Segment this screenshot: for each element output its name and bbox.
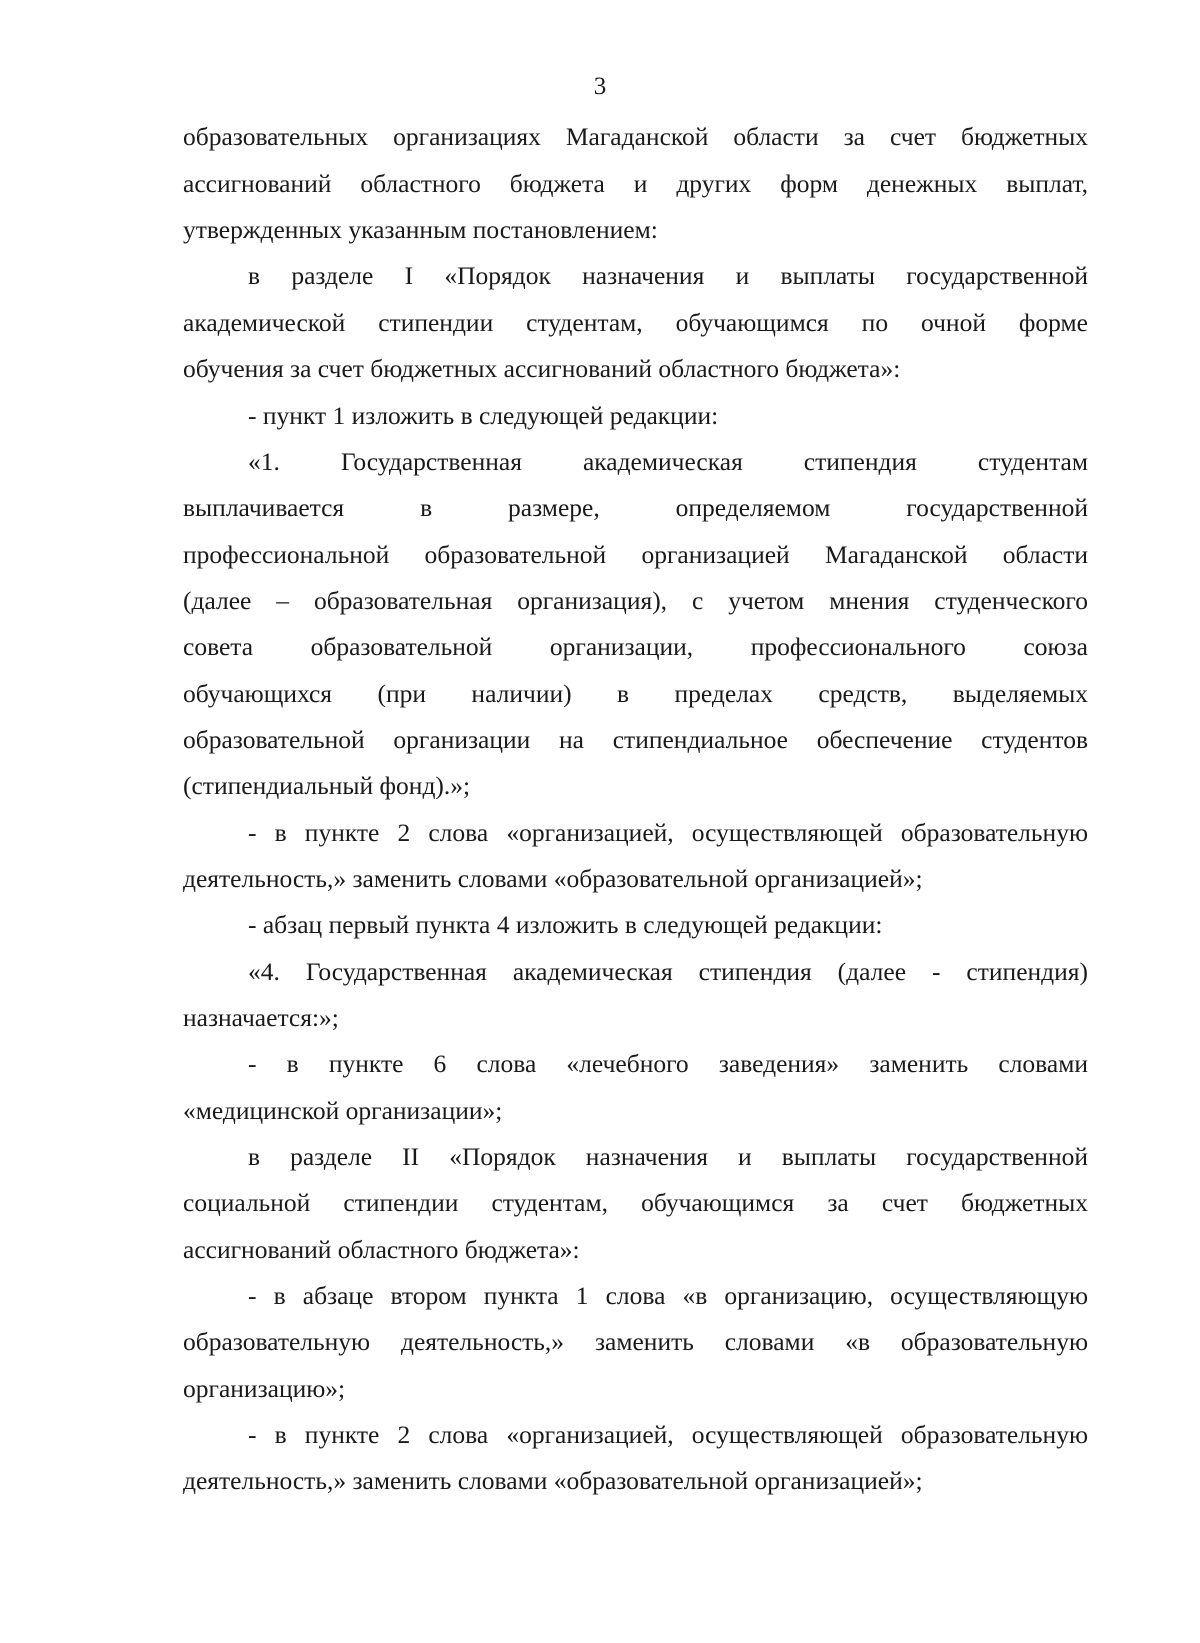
text-line: «1. Государственная академическая стипендия студентам bbox=[248, 447, 1088, 476]
text-line: образовательных организациях Магаданской области за счет бюджетных bbox=[183, 122, 1088, 151]
text-line: образовательной организации на стипендиальное обеспечение студентов bbox=[183, 725, 1088, 754]
text-line: академической стипендии студентам, обучающимся по очной форме bbox=[183, 308, 1088, 337]
text-line: «4. Государственная академическая стипендия (далее - стипендия) bbox=[248, 957, 1088, 986]
text-line: - в пункте 2 слова «организацией, осуществляющей образовательную bbox=[248, 1420, 1088, 1449]
text-line: - абзац первый пункта 4 изложить в следующей редакции: bbox=[248, 910, 883, 939]
text-line: обучения за счет бюджетных ассигнований областного бюджета»: bbox=[183, 354, 901, 383]
text-line: - в пункте 2 слова «организацией, осуществляющей образовательную bbox=[248, 818, 1088, 847]
text-line: образовательную деятельность,» заменить словами «в образовательную bbox=[183, 1327, 1088, 1356]
text-line: в разделе I «Порядок назначения и выплаты государственной bbox=[248, 261, 1088, 290]
text-line: выплачивается в размере, определяемом государственной bbox=[183, 493, 1088, 522]
text-line: профессиональной образовательной организацией Магаданской области bbox=[183, 540, 1088, 569]
text-line: - в пункте 6 слова «лечебного заведения» заменить словами bbox=[248, 1049, 1088, 1078]
text-line: деятельность,» заменить словами «образовательной организацией»; bbox=[183, 864, 923, 893]
text-line: ассигнований областного бюджета и других форм денежных выплат, bbox=[183, 169, 1088, 198]
text-line: организацию»; bbox=[183, 1374, 346, 1403]
text-line: утвержденных указанным постановлением: bbox=[183, 215, 658, 244]
text-line: (стипендиальный фонд).»; bbox=[183, 771, 471, 800]
page-number: 3 bbox=[593, 73, 607, 100]
text-line: обучающихся (при наличии) в пределах средств, выделяемых bbox=[183, 679, 1088, 708]
text-line: социальной стипендии студентам, обучающимся за счет бюджетных bbox=[183, 1188, 1088, 1217]
text-line: «медицинской организации»; bbox=[183, 1096, 503, 1125]
text-line: в разделе II «Порядок назначения и выплаты государственной bbox=[248, 1142, 1088, 1171]
text-line: (далее – образовательная организация), с учетом мнения студенческого bbox=[183, 586, 1088, 615]
text-line: - в абзаце втором пункта 1 слова «в организацию, осуществляющую bbox=[248, 1281, 1088, 1310]
text-line: - пункт 1 изложить в следующей редакции: bbox=[248, 401, 719, 430]
text-line: назначается:»; bbox=[183, 1003, 339, 1032]
text-line: ассигнований областного бюджета»: bbox=[183, 1235, 580, 1264]
text-line: деятельность,» заменить словами «образовательной организацией»; bbox=[183, 1466, 923, 1495]
text-line: совета образовательной организации, профессионального союза bbox=[183, 632, 1088, 661]
